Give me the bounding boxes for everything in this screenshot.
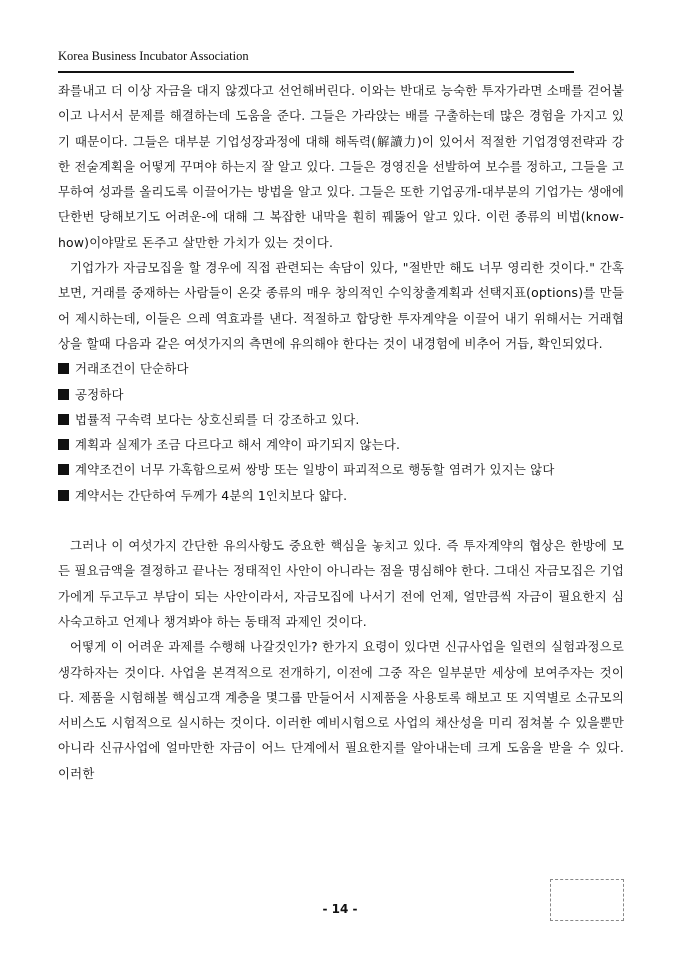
paragraph-gap [58, 508, 624, 533]
bullet-item [58, 407, 624, 432]
bullet-item [58, 483, 624, 508]
square-bullet-icon [58, 439, 69, 450]
bullet-text: 계약조건이 너무 가혹함으로써 쌍방 또는 일방이 파괴적으로 행동할 염려가 있지는 않다 [75, 462, 555, 478]
bullet-list [58, 356, 624, 508]
bullet-text: 공정하다 [75, 386, 124, 402]
header-rule [58, 71, 574, 73]
bullet-item [58, 457, 624, 482]
bullet-item [58, 356, 624, 381]
bullet-text: 계약서는 간단하여 두께가 4분의 1인치보다 얇다. [75, 487, 348, 503]
page-body [58, 78, 624, 786]
body-paragraph: 어떻게 이 어려운 과제를 수행해 나갈것인가? 한가지 요령이 있다면 신규사업을 일련의 실험과정으로 생각하자는 것이다. 사업을 본격적으로 전개하기, 이전에 그중 작은 일부분만 세상에 보여주자는 것이다. 제품을 시험해볼 핵심고객 계층을 몇그룹 만들어서 시제품을 사용토록 해보고 또 지역별로 소규모의 서비스도 시험적으로 실시하는 것이다. 이러한 예비시험으로 사업의 채산성을 미리 점쳐볼 수 있을뿐만 아니라 신규사업에 얼마만한 자금이 어느 단계에서 필요한지를 알아내는데 크게 도움을 받을 수 있다. 이러한 [58, 639, 624, 781]
square-bullet-icon [58, 464, 69, 475]
running-header: Korea Business Incubator Association [58, 49, 249, 63]
bullet-item [58, 382, 624, 407]
body-paragraph: 기업가가 자금모집을 할 경우에 직접 관련되는 속담이 있다, "절반만 해도 너무 영리한 것이다." 간혹보면, 거래를 중재하는 사람들이 온갖 종류의 매우 창의적인 수익창출계획과 선택지표(options)를 만들어 제시하는데, 이들은 으레 역효과를 낸다. 적절하고 합당한 투자계약을 이끌어 내기 위해서는 거래협상을 할때 다음과 같은 여섯가지의 측면에 유의해야 한다는 것이 내경험에 비추어 거듭, 확인되었다. [58, 260, 624, 351]
bullet-text: 법률적 구속력 보다는 상호신뢰를 더 강조하고 있다. [75, 411, 360, 427]
dashed-stamp-box [550, 879, 624, 921]
page-number: - 14 - [322, 902, 358, 916]
bullet-text: 거래조건이 단순하다 [75, 361, 189, 377]
bullet-item [58, 432, 624, 457]
body-paragraph: 그러나 이 여섯가지 간단한 유의사항도 중요한 핵심을 놓치고 있다. 즉 투자계약의 협상은 한방에 모든 필요금액을 결정하고 끝나는 정태적인 사안이 아니라는 점을 명심해야 한다. 그대신 자금모집은 기업가에게 두고두고 부담이 되는 사안이라서, 자금모집에 나서기 전에 언제, 얼만큼씩 자금이 필요한지 심사숙고하고 언제나 챙겨봐야 하는 동태적 과제인 것이다. [58, 538, 624, 629]
square-bullet-icon [58, 389, 69, 400]
square-bullet-icon [58, 414, 69, 425]
square-bullet-icon [58, 363, 69, 374]
body-paragraph: 좌를내고 더 이상 자금을 대지 않겠다고 선언해버린다. 이와는 반대로 능숙한 투자가라면 소매를 걷어붙이고 나서서 문제를 해결하는데 도움을 준다. 그들은 가라앉는 배를 구출하는데 많은 경험을 가지고 있기 때문이다. 그들은 대부분 기업성장과정에 대해 해독력(解讀力)이 있어서 적절한 기업경영전략과 강한 전술계획을 어떻게 꾸며야 하는지 잘 알고 있다. 그들은 경영진을 선발하여 보수를 정하고, 그들을 고무하여 성과를 올리도록 이끌어가는 방법을 알고 있다. 그들은 또한 기업공개-대부분의 기업가는 생애에 단한번 당해보기도 어려운-에 대해 그 복잡한 내막을 훤히 꿰뚫어 알고 있다. 이런 종류의 비법(know-how)이야말로 돈주고 살만한 가치가 있는 것이다. [58, 83, 624, 250]
square-bullet-icon [58, 490, 69, 501]
bullet-text: 계획과 실제가 조금 다르다고 해서 계약이 파기되지 않는다. [75, 437, 401, 453]
